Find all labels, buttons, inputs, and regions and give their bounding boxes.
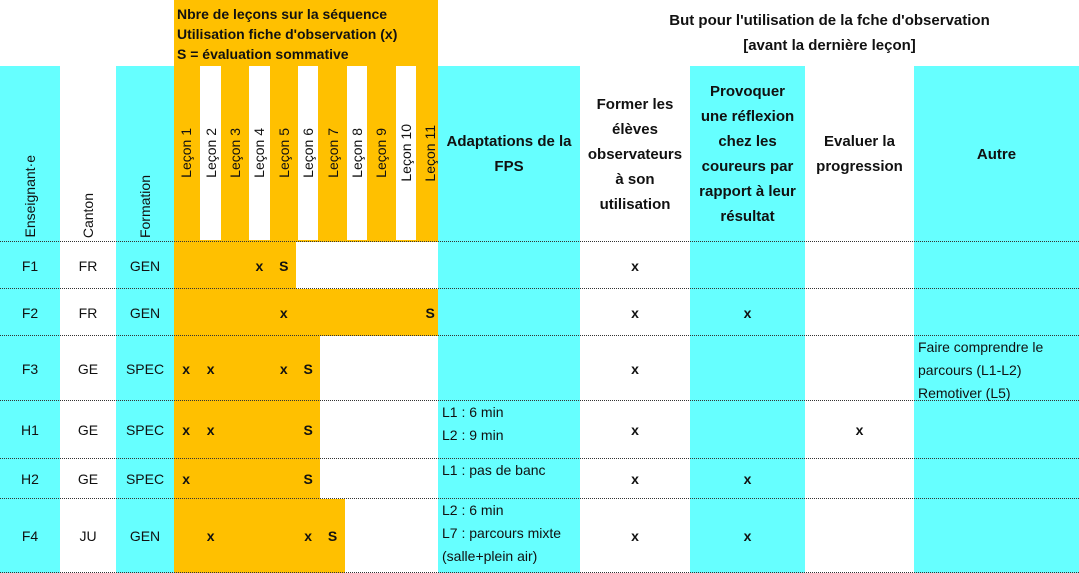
lesson-column-band [200, 66, 220, 240]
header-canton-label: Canton [80, 192, 96, 238]
row-teacher: F1 [0, 242, 60, 289]
lesson-column-band [298, 66, 318, 240]
row-evaluer [805, 242, 914, 289]
row-adaptations [438, 336, 580, 401]
lesson-label: Leçon 7 [324, 128, 341, 178]
row-autre [914, 289, 1079, 336]
row-teacher: F2 [0, 289, 60, 336]
row-autre [914, 336, 1079, 401]
row-provoquer: x [690, 459, 805, 499]
header-autre: Autre [914, 66, 1079, 242]
header-teacher [0, 66, 60, 242]
row-canton: GE [60, 401, 116, 459]
row-evaluer: x [805, 401, 914, 459]
row-provoquer: x [690, 289, 805, 336]
row-provoquer [690, 401, 805, 459]
row-former: x [580, 289, 690, 336]
lesson-mark: x [206, 528, 215, 544]
row-former: x [580, 242, 690, 289]
header-canton [60, 66, 116, 242]
lesson-label: Leçon 6 [300, 128, 317, 178]
goal-header [580, 8, 1079, 58]
header-separator [0, 241, 1079, 242]
row-canton: JU [60, 499, 116, 573]
lesson-column-band [396, 66, 416, 240]
lesson-mark: x [182, 422, 191, 438]
header-lesson-3 [223, 66, 247, 242]
adaptation-line: L2 : 6 min [442, 502, 504, 518]
row-canton: FR [60, 242, 116, 289]
row-provoquer [690, 336, 805, 401]
autre-line: Remotiver (L5) [918, 385, 1011, 401]
row-adaptations [438, 459, 580, 499]
row-adaptations [438, 499, 580, 573]
row-canton: GE [60, 459, 116, 499]
row-formation: GEN [116, 499, 174, 573]
row-formation: GEN [116, 289, 174, 336]
header-lesson-10 [394, 66, 418, 242]
lesson-mark: x [182, 471, 191, 487]
legend-line-3: S = évaluation sommative [177, 46, 349, 62]
row-provoquer: x [690, 499, 805, 573]
row-former: x [580, 459, 690, 499]
row-teacher: H1 [0, 401, 60, 459]
row-provoquer [690, 242, 805, 289]
header-lesson-8 [345, 66, 369, 242]
row-teacher: H2 [0, 459, 60, 499]
header-lesson-4 [247, 66, 271, 242]
lesson-mark: S [303, 471, 313, 487]
row-autre [914, 459, 1079, 499]
lesson-mark: S [303, 422, 313, 438]
row-former: x [580, 401, 690, 459]
lesson-label: Leçon 11 [422, 124, 439, 182]
lesson-column-band [249, 66, 269, 240]
header-lesson-1 [174, 66, 198, 242]
row-adaptations [438, 289, 580, 336]
legend-line-2: Utilisation fiche d'observation (x) [177, 26, 398, 42]
adaptation-line: L7 : parcours mixte [442, 525, 562, 541]
header-lesson-6 [296, 66, 320, 242]
row-evaluer [805, 336, 914, 401]
header-former: Former les élèves observateurs à son utilisation [580, 66, 690, 242]
lesson-mark: x [279, 304, 288, 321]
lesson-mark: x [304, 528, 313, 544]
autre-line: parcours (L1-L2) [918, 362, 1022, 378]
lesson-mark: x [182, 360, 191, 377]
lesson-label: Leçon 3 [226, 128, 243, 178]
goal-header-line-2: [avant la dernière leçon] [743, 37, 916, 54]
header-lesson-9 [369, 66, 393, 242]
row-canton: FR [60, 289, 116, 336]
adaptation-line: L2 : 9 min [442, 427, 504, 443]
header-lesson-5 [272, 66, 296, 242]
lesson-mark: x [206, 422, 215, 438]
goal-header-line-1: But pour l'utilisation de la fche d'observation [669, 12, 990, 29]
lesson-column-band [225, 66, 245, 240]
header-adaptations: Adaptations de la FPS [438, 66, 580, 242]
lesson-label: Leçon 2 [202, 128, 219, 178]
lesson-column-band [176, 66, 196, 240]
lesson-label: Leçon 4 [251, 128, 268, 178]
lesson-span-bar [174, 289, 438, 336]
legend-line-1: Nbre de leçons sur la séquence [177, 6, 388, 22]
row-former: x [580, 499, 690, 573]
row-evaluer [805, 289, 914, 336]
header-provoquer: Provoquer une réflexion chez les coureurs par rapport à leur résultat [690, 66, 805, 242]
header-lesson-2 [198, 66, 222, 242]
lesson-mark: x [206, 360, 215, 377]
header-teacher-label: Enseignant·e [22, 155, 38, 238]
row-autre [914, 499, 1079, 573]
lesson-label: Leçon 10 [397, 124, 414, 182]
lesson-mark: S [425, 304, 435, 321]
lesson-mark: S [327, 528, 338, 544]
header-evaluer: Evaluer la progression [805, 66, 914, 242]
lesson-label: Leçon 1 [178, 128, 195, 178]
row-teacher: F3 [0, 336, 60, 401]
lesson-column-band [347, 66, 367, 240]
row-canton: GE [60, 336, 116, 401]
row-evaluer [805, 499, 914, 573]
lesson-legend [177, 4, 397, 64]
lesson-mark: x [279, 360, 288, 377]
row-formation: SPEC [116, 336, 174, 401]
lesson-column-band [371, 66, 391, 240]
header-formation [116, 66, 174, 242]
adaptation-line: L1 : pas de banc [442, 462, 546, 478]
lesson-column-band [322, 66, 342, 240]
row-former: x [580, 336, 690, 401]
row-autre [914, 242, 1079, 289]
row-adaptations [438, 401, 580, 459]
lesson-label: Leçon 8 [348, 128, 365, 178]
row-evaluer [805, 459, 914, 499]
adaptation-line: (salle+plein air) [442, 548, 538, 564]
lesson-mark: x [255, 257, 264, 274]
lesson-mark: S [303, 360, 313, 377]
lesson-column-band [274, 66, 294, 240]
row-autre [914, 401, 1079, 459]
lesson-label: Leçon 5 [275, 128, 292, 178]
adaptation-line: L1 : 6 min [442, 404, 504, 420]
lesson-mark: S [279, 257, 289, 274]
lesson-label: Leçon 9 [373, 128, 390, 178]
row-formation: SPEC [116, 401, 174, 459]
row-adaptations [438, 242, 580, 289]
row-formation: GEN [116, 242, 174, 289]
header-lesson-7 [320, 66, 344, 242]
autre-line: Faire comprendre le [918, 339, 1044, 355]
row-formation: SPEC [116, 459, 174, 499]
row-teacher: F4 [0, 499, 60, 573]
header-formation-label: Formation [137, 174, 153, 238]
